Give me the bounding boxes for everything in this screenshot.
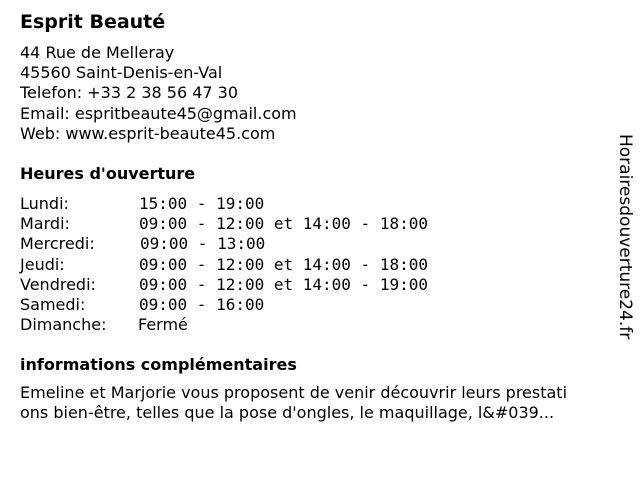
day-label: Samedi: [20,294,86,314]
additional-info-heading: informations complémentaires [20,355,297,374]
info-line: Emeline et Marjorie vous proposent de venir découvrir leurs prestati [20,383,568,402]
site-watermark: Horairesdouverture24.fr [615,134,635,340]
address-block [20,43,297,144]
opening-hours-heading: Heures d'ouverture [20,164,196,183]
day-label: Jeudi: [20,254,65,274]
day-hours: 09:00 - 12:00 et 14:00 - 18:00 [139,214,428,234]
day-hours: 09:00 - 12:00 et 14:00 - 19:00 [139,274,428,294]
day-label: Vendredi: [20,274,96,294]
address-street: 44 Rue de Melleray [20,43,175,62]
day-label: Mercredi: [20,234,95,254]
day-hours: Fermé [138,315,188,335]
day-hours: 09:00 - 16:00 [139,294,265,314]
day-label: Dimanche: [20,315,107,335]
business-name: Esprit Beauté [20,11,166,33]
additional-info-text [20,383,567,423]
phone-line: Telefon: +33 2 38 56 47 30 [20,83,239,103]
day-hours: 09:00 - 12:00 et 14:00 - 18:00 [139,254,428,274]
info-line: ons bien-être, telles que la pose d'ongles, le maquillage, l&#039... [20,403,555,423]
web-line: Web: www.esprit-beaute45.com [20,123,276,143]
day-label: Lundi: [20,194,69,213]
email-line: Email: espritbeaute45@gmail.com [20,103,297,123]
address-city: 45560 Saint-Denis-en-Val [20,63,223,83]
day-hours: 09:00 - 13:00 [140,234,266,254]
day-hours: 15:00 - 19:00 [139,194,265,213]
day-label: Mardi: [20,214,70,234]
